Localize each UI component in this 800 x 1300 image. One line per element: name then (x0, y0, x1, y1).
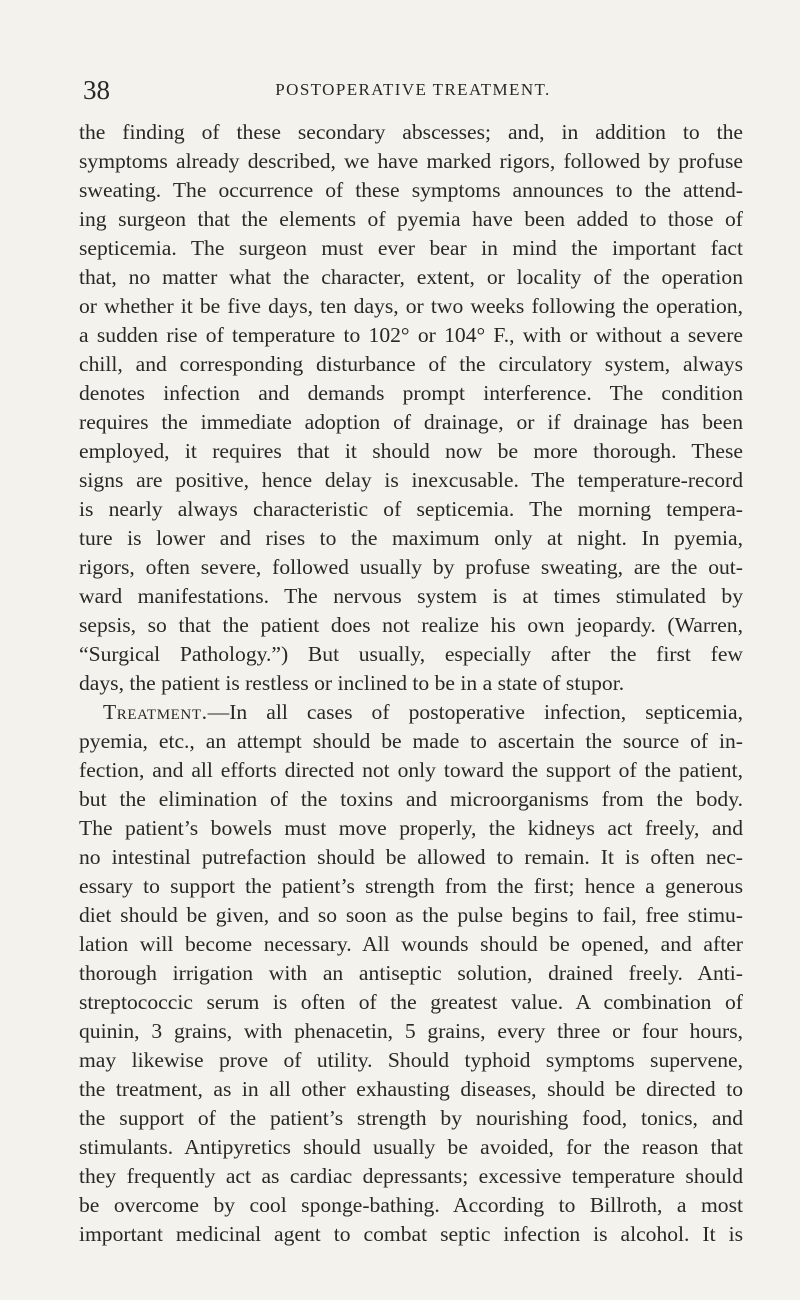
text-line: that, no matter what the character, extent, or locality of the operation (79, 265, 743, 289)
text-line: signs are positive, hence delay is inexcusable. The temperature-record (79, 468, 743, 492)
text-line: requires the immediate adoption of drainage, or if drainage has been (79, 410, 743, 434)
text-line: the finding of these secondary abscesses; and, in addition to the (79, 120, 743, 144)
text-line: thorough irrigation with an antiseptic solution, drained freely. Anti- (79, 961, 743, 985)
treatment-heading: Treatment. (103, 700, 208, 724)
text-line: “Surgical Pathology.”) But usually, especially after the first few (79, 642, 743, 666)
text-line: ing surgeon that the elements of pyemia have been added to those of (79, 207, 743, 231)
text-line: The patient’s bowels must move properly, the kidneys act freely, and (79, 816, 743, 840)
text-line: denotes infection and demands prompt interference. The condition (79, 381, 743, 405)
text-line: but the elimination of the toxins and microorganisms from the body. (79, 787, 743, 811)
text-line: ward manifestations. The nervous system is at times stimulated by (79, 584, 743, 608)
text-line: essary to support the patient’s strength from the first; hence a generous (79, 874, 743, 898)
text-line: chill, and corresponding disturbance of the circulatory system, always (79, 352, 743, 376)
text-line: sweating. The occurrence of these symptoms announces to the attend- (79, 178, 743, 202)
text-line: diet should be given, and so soon as the pulse begins to fail, free stimu- (79, 903, 743, 927)
text-line: rigors, often severe, followed usually by profuse sweating, are the out- (79, 555, 743, 579)
text-line: streptococcic serum is often of the greatest value. A combination of (79, 990, 743, 1014)
text-line: no intestinal putrefaction should be allowed to remain. It is often nec- (79, 845, 743, 869)
text-line: days, the patient is restless or inclined to be in a state of stupor. (79, 671, 625, 695)
text-line: the support of the patient’s strength by nourishing food, tonics, and (79, 1106, 743, 1130)
treatment-first-line-text: —In all cases of postoperative infection, septicemia, (207, 700, 743, 724)
page-header (83, 74, 743, 106)
body-text (79, 118, 743, 1249)
text-line: or whether it be five days, ten days, or two weeks following the operation, (79, 294, 743, 318)
text-line: lation will become necessary. All wounds should be opened, and after (79, 932, 743, 956)
text-line: they frequently act as cardiac depressants; excessive temperature should (79, 1164, 743, 1188)
page-number: 38 (83, 75, 110, 105)
text-line: pyemia, etc., an attempt should be made to ascertain the source of in- (79, 729, 743, 753)
text-line: fection, and all efforts directed not only toward the support of the patient, (79, 758, 743, 782)
treatment-first-line (79, 698, 743, 727)
text-line: stimulants. Antipyretics should usually be avoided, for the reason that (79, 1135, 743, 1159)
text-line: quinin, 3 grains, with phenacetin, 5 grains, every three or four hours, (79, 1019, 743, 1043)
text-line: symptoms already described, we have marked rigors, followed by profuse (79, 149, 743, 173)
text-line: a sudden rise of temperature to 102° or 104° F., with or without a severe (79, 323, 743, 347)
text-line: the treatment, as in all other exhausting diseases, should be directed to (79, 1077, 743, 1101)
text-line: sepsis, so that the patient does not realize his own jeopardy. (Warren, (79, 613, 743, 637)
text-line: is nearly always characteristic of septicemia. The morning tempera- (79, 497, 743, 521)
text-line: ture is lower and rises to the maximum only at night. In pyemia, (79, 526, 743, 550)
running-head: POSTOPERATIVE TREATMENT. (275, 80, 551, 99)
text-line: septicemia. The surgeon must ever bear in mind the important fact (79, 236, 743, 260)
text-line: important medicinal agent to combat septic infection is alcohol. It is (79, 1222, 743, 1246)
text-line: may likewise prove of utility. Should typhoid symptoms supervene, (79, 1048, 743, 1072)
text-line: be overcome by cool sponge-bathing. According to Billroth, a most (79, 1193, 743, 1217)
text-line: employed, it requires that it should now be more thorough. These (79, 439, 743, 463)
